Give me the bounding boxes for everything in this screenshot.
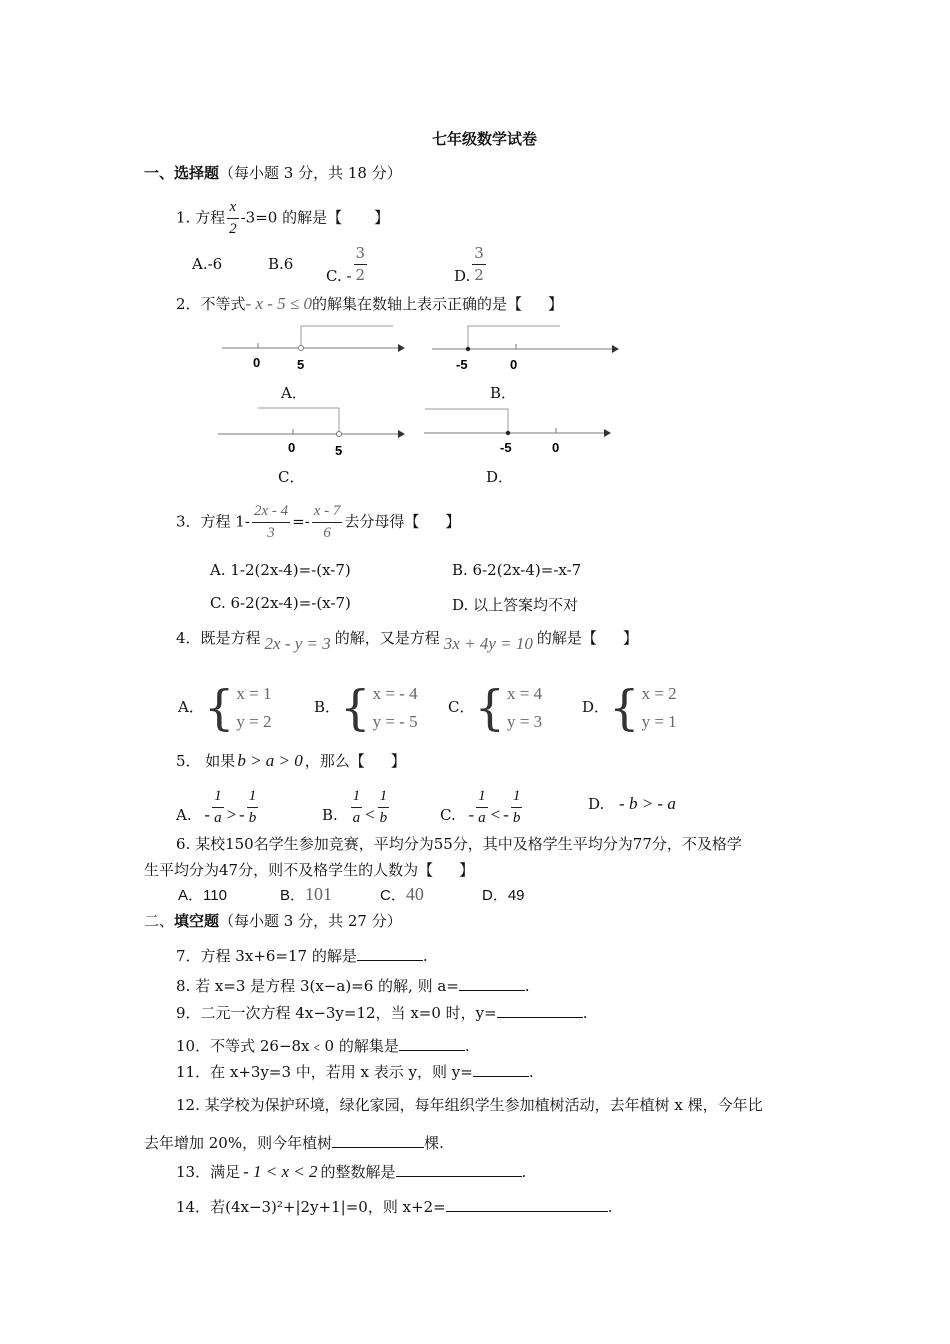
q5-label-a: A. [176, 805, 192, 824]
q2-expression: - x - 5 ≤ 0 [245, 294, 312, 313]
q7-end: . [422, 947, 428, 965]
q3-option-d: D. 以上答案均不对 [452, 596, 579, 614]
q5-a-num2: 1 [247, 786, 259, 808]
q4-bracket: 】 [622, 629, 638, 647]
q3-num2: x - 7 [312, 501, 343, 523]
q5-b-den2: b [379, 810, 388, 826]
q6-option-c-label: C． [380, 887, 406, 904]
q1-numerator: x [227, 197, 239, 219]
q5-c-num2: 1 [511, 786, 523, 808]
q4-d2: y = 1 [641, 712, 677, 731]
q2c-tick-0: 0 [288, 440, 296, 455]
q3-den1: 3 [267, 525, 275, 541]
q4-a1: x = 1 [236, 684, 272, 703]
q5-option-a [176, 786, 260, 829]
question-8 [176, 975, 530, 996]
q6-option-c [380, 884, 424, 905]
q12-line1: 12. 某学校为保护环境，绿化家园，每年组织学生参加植树活动，去年植树 x 棵，今年比 [176, 1096, 763, 1114]
q8-end: . [524, 977, 530, 995]
q6-bracket: 】 [459, 861, 475, 879]
q12-line2-text: 去年增加 20%，则今年植树 [144, 1134, 333, 1152]
question-14 [176, 1196, 613, 1217]
q6-option-b [280, 884, 332, 905]
q4-c1: x = 4 [507, 684, 543, 703]
q5-b-num2: 1 [378, 786, 390, 808]
q6-line2 [144, 859, 474, 880]
number-line-a [222, 326, 405, 352]
q6-option-b-value: 101 [305, 884, 333, 904]
q2d-tick-neg5: -5 [500, 440, 512, 455]
q12-blank[interactable] [332, 1147, 424, 1148]
q4-b1: x = - 4 [372, 684, 418, 703]
q8-text: 8. 若 x=3 是方程 3(x−a)=6 的解, 则 a= [176, 977, 459, 995]
q4-label-c: C． [448, 698, 475, 716]
question-4 [176, 627, 638, 653]
q9-end: . [582, 1004, 588, 1022]
section1-title: 一、选择题 [144, 164, 220, 182]
q1-denominator: 2 [229, 221, 237, 237]
section2-note: （每小题 3 分，共 27 分） [219, 912, 402, 930]
q7-text: 7．方程 3x+6=17 的解是 [176, 947, 357, 965]
q6-line1: 6. 某校150名学生参加竞赛，平均分为55分，其中及格学生平均分为77分，不及格学 [176, 835, 742, 853]
q6-option-b-label: B． [280, 887, 306, 904]
q2-label-a: A． [281, 384, 307, 402]
q9-blank[interactable] [497, 1017, 583, 1018]
number-line-figures [0, 0, 950, 500]
q12-line2-end: 棵. [424, 1134, 444, 1152]
q1-option-d-label: D. [454, 266, 471, 285]
q5-option-b [322, 786, 391, 829]
q2-label-c: C． [278, 468, 305, 486]
q11-text: 11．在 x+3y=3 中，若用 x 表示 y，则 y= [176, 1063, 473, 1081]
q10-end: . [464, 1037, 470, 1055]
q3-option-b: B. 6-2(2x-4)=-x-7 [452, 561, 582, 579]
q7-blank[interactable] [357, 960, 423, 961]
q2-label-b: B． [490, 384, 517, 402]
question-11 [176, 1061, 534, 1082]
q10-blank[interactable] [399, 1050, 465, 1051]
q4-eq1: 2x - y = 3 [264, 634, 331, 653]
q3-bracket: 】 [445, 512, 461, 531]
q1-bracket: 】 [374, 208, 390, 227]
q2b-tick-0: 0 [510, 357, 518, 372]
q4-option-a: A．{ x = 1 y = 2 [178, 680, 272, 736]
q5-c-den2: b [512, 810, 521, 826]
q2-label-d: D． [486, 468, 514, 486]
q5-a-op: > [225, 804, 238, 824]
q4-d1: x = 2 [641, 684, 677, 703]
number-line-b [432, 326, 619, 353]
q13-suffix: 的整数解是 [320, 1163, 396, 1181]
number-line-c [218, 408, 405, 438]
q4-suffix: 的解是【 [536, 629, 597, 647]
section2-number: 二、 [144, 912, 175, 930]
q14-end: . [607, 1198, 613, 1216]
q5-prefix: 5． 如果 [176, 752, 236, 770]
q5-c-neg2: - [503, 804, 509, 824]
q5-d-expr: - b > - a [619, 794, 676, 813]
q5-option-c [440, 786, 524, 829]
q4-prefix: 4．既是方程 [176, 629, 261, 647]
q13-end: . [521, 1163, 527, 1181]
section1-note: （每小题 3 分，共 18 分） [219, 164, 402, 182]
q4-option-b: B．{ x = - 4 y = - 5 [314, 680, 418, 736]
page-title: 七年级数学试卷 [432, 130, 538, 148]
q5-c-neg1: - [468, 804, 475, 824]
q10-text: 10．不等式 26−8x﹤0 的解集是 [176, 1037, 399, 1055]
q2a-tick-5: 5 [297, 357, 305, 372]
q2-suffix: 的解集在数轴上表示正确的是【 [312, 295, 523, 313]
question-5 [176, 750, 406, 771]
q3-option-c: C. 6-2(2x-4)=-(x-7) [210, 594, 351, 612]
section2-title: 填空题 [174, 912, 220, 930]
q13-expression: - 1 < x < 2 [243, 1162, 318, 1181]
q1-suffix: -3=0 的解是【 [240, 208, 343, 227]
q2b-tick-neg5: -5 [456, 357, 468, 372]
question-7 [176, 945, 428, 966]
question-13 [176, 1161, 526, 1182]
q5-a-neg2: - [239, 804, 245, 824]
q2-prefix: 2．不等式 [176, 295, 246, 313]
q5-a-num1: 1 [212, 786, 224, 808]
question-3 [176, 501, 460, 544]
q5-a-den1: a [214, 810, 222, 826]
q9-text: 9．二元一次方程 4x−3y=12，当 x=0 时，y= [176, 1004, 497, 1022]
q4-c2: y = 3 [507, 712, 543, 731]
q14-text: 14．若(4x−3)²+|2y+1|=0，则 x+2= [176, 1198, 446, 1216]
q5-bracket: 】 [390, 752, 406, 770]
q4-b2: y = - 5 [372, 712, 418, 731]
q4-mid: 的解，又是方程 [334, 629, 440, 647]
q3-fraction-2 [312, 501, 343, 544]
q1-option-c-den: 2 [355, 266, 366, 284]
q6-option-d: D．49 [482, 887, 525, 904]
q3-option-a: A. 1-2(2x-4)=-(x-7) [210, 561, 351, 579]
q1-option-a: A.-6 [192, 255, 223, 273]
q4-label-d: D． [582, 698, 610, 716]
q1-option-d-den: 2 [474, 266, 484, 284]
q2-bracket: 】 [548, 295, 564, 313]
q2a-tick-0: 0 [253, 355, 261, 370]
q11-blank[interactable] [473, 1076, 529, 1077]
q3-fraction-1 [252, 501, 290, 544]
q1-prefix: 1. 方程 [176, 208, 226, 227]
q5-c-den1: a [478, 810, 486, 826]
q13-prefix: 13．满足 [176, 1163, 241, 1181]
q5-label-d: D. [588, 795, 605, 813]
q5-c-op: < [489, 804, 502, 824]
q13-blank[interactable] [396, 1176, 522, 1177]
q4-option-d: D．{ x = 2 y = 1 [582, 680, 677, 736]
q6-option-c-value: 40 [405, 884, 424, 904]
section2-heading [144, 910, 402, 931]
q6-option-a: A．110 [178, 887, 227, 904]
q2d-tick-0: 0 [552, 440, 560, 455]
q1-option-c-num: 3 [354, 243, 368, 265]
q5-b-op: < [364, 804, 376, 824]
q5-label-b: B. [322, 805, 338, 824]
q3-suffix: 去分母得【 [344, 512, 420, 531]
q1-option-b: B.6 [268, 255, 294, 273]
question-10 [176, 1035, 470, 1056]
q4-option-c: C．{ x = 4 y = 3 [448, 680, 543, 736]
q5-a-den2: b [248, 810, 257, 826]
q14-blank[interactable] [446, 1211, 608, 1212]
q4-eq2: 3x + 4y = 10 [443, 634, 533, 653]
q5-b-num1: 1 [351, 786, 363, 808]
q5-label-c: C. [440, 805, 456, 824]
q5-c-num1: 1 [476, 786, 488, 808]
q5-a-neg1: - [204, 804, 211, 824]
q5-b-den1: a [352, 810, 361, 826]
q4-label-a: A． [178, 698, 204, 716]
q3-prefix: 3．方程 1- [176, 512, 250, 531]
q5-condition: b > a > 0 [237, 751, 303, 770]
q4-label-b: B． [314, 698, 341, 716]
number-line-d [424, 409, 611, 437]
q4-a2: y = 2 [236, 712, 272, 731]
q3-num1: 2x - 4 [252, 501, 290, 523]
q8-blank[interactable] [459, 990, 525, 991]
q11-end: . [528, 1063, 534, 1081]
q12-line2 [144, 1132, 444, 1153]
q1-option-d-num: 3 [472, 243, 486, 265]
question-9 [176, 1002, 588, 1023]
q3-mid: =- [292, 512, 310, 531]
q5-suffix: ，那么【 [304, 752, 365, 770]
q1-option-c-label: C. - [326, 266, 352, 285]
q6-line2-text: 生平均分为47分，则不及格学生的人数为【 [144, 861, 434, 879]
q3-den2: 6 [323, 525, 331, 541]
q5-option-d [588, 786, 676, 813]
q2c-tick-5: 5 [335, 443, 343, 458]
